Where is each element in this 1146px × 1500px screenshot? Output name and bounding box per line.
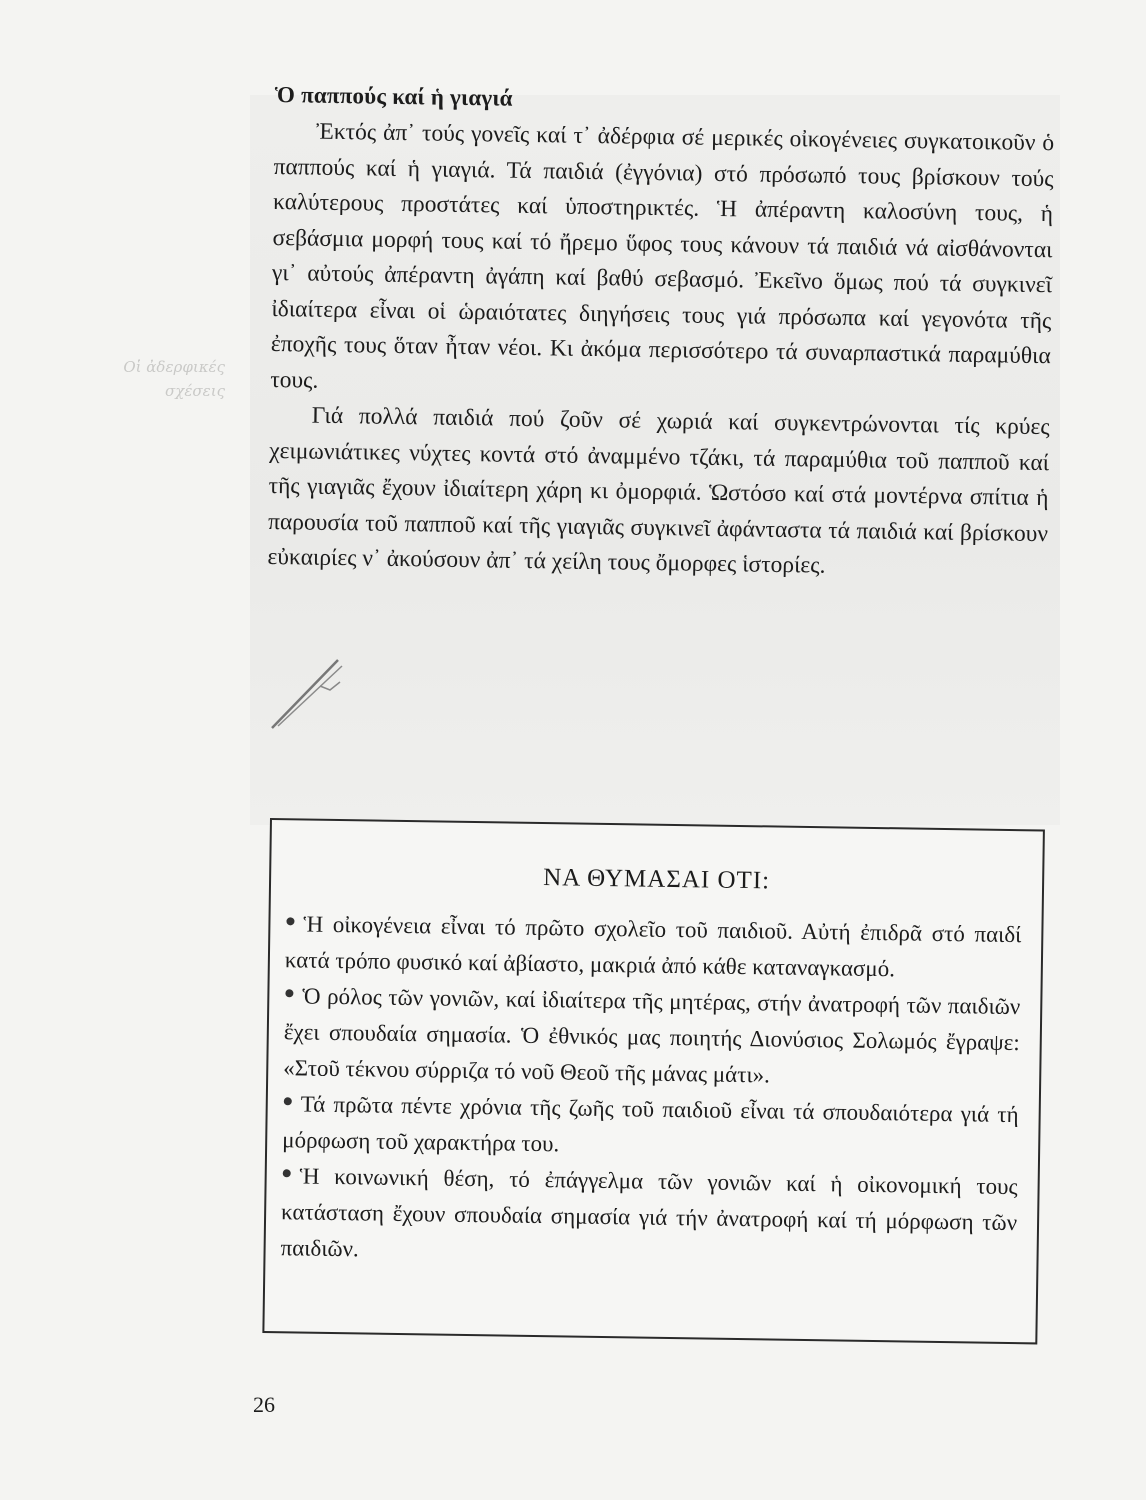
bullet-dot-icon xyxy=(285,989,293,997)
paragraph-1: Ἐκτός ἀπ᾿ τούς γονεῖς καί τ᾿ ἀδέρφια σέ μερικές οἰκογένειες συγκατοικοῦν ὁ παππούς καί ἡ γιαγιά. Τά παιδιά (ἐγγόνια) στό πρόσωπό τους βρίσκουν τούς καλύτερους προστάτες καί ὑποστηρικτές. Ἡ ἀπέραντη καλοσύνη τους, ἡ σεβάσμια μορφή τους καί τό ἤρεμο ὕφος τους κάνουν τά παιδιά νά αἰσθάνονται γι᾿ αὐτούς ἀπέραντη ἀγάπη καί βαθύ σεβασμό. Ἐκεῖνο ὅμως πού τά συγκινεῖ ἰδιαίτερα εἶναι οἱ ὡραιότατες διηγήσεις τους γιά πρόσωπα καί γεγονότα τῆς ἐποχῆς τους ὅταν ἦταν νέοι. Κι ἀκόμα περισσότερο τά συναρπαστικά παραμύθια τους. xyxy=(270,118,1055,394)
remember-box-title: ΝΑ ΘΥΜΑΣΑΙ ΟΤΙ: xyxy=(542,864,771,895)
bullet-dot-icon xyxy=(283,1169,291,1177)
remember-box xyxy=(262,818,1045,1344)
section-body xyxy=(267,82,1055,588)
list-item-text: Ἡ οἰκογένεια εἶναι τό πρῶτο σχολεῖο τοῦ παιδιοῦ. Αὐτή ἐπιδρᾶ στό παιδί κατά τρόπο φυσικό καί ἀβίαστο, μακριά ἀπό κάθε καταναγκασμό. xyxy=(284,911,1022,982)
pen-strike-mark xyxy=(268,652,358,732)
list-item xyxy=(283,978,1021,1097)
bullet-dot-icon xyxy=(286,917,294,925)
page-number: 26 xyxy=(253,1392,275,1417)
remember-list xyxy=(265,906,1041,1277)
list-item xyxy=(282,1086,1019,1169)
paragraph-2: Γιά πολλά παιδιά πού ζοῦν σέ χωριά καί συγκεντρώνονται τίς κρύες χειμωνιάτικες νύχτες κοντά στό ἀναμμένο τζάκι, τά παραμύθια τοῦ παπποῦ καί τῆς γιαγιᾶς ἔχουν ἰδιαίτερη χάρη κι ὀμορφιά. Ὡστόσο καί στά μοντέρνα σπίτια ἡ παρουσία τοῦ παπποῦ καί τῆς γιαγιᾶς συγκινεῖ ἀφάνταστα τά παιδιά καί βρίσκουν εὐκαιρίες ν᾿ ἀκούσουν ἀπ᾿ τά χείλη τους ὄμορφες ἱστορίες. xyxy=(267,402,1050,579)
list-item-text: Ἡ κοινωνική θέση, τό ἐπάγγελμα τῶν γονιῶν καί ἡ οἰκονομική τους κατάσταση ἔχουν σπουδαία σημασία γιά τήν ἀνατροφή καί τή μόρφωση τῶν παιδιῶν. xyxy=(280,1163,1018,1262)
list-item xyxy=(280,1158,1018,1277)
list-item-text: Τά πρῶτα πέντε χρόνια τῆς ζωῆς τοῦ παιδιοῦ εἶναι τά σπουδαιότερα γιά τή μόρφωση τοῦ χαρακτήρα του. xyxy=(282,1091,1019,1157)
margin-note: Οἱ ἀδερφικές σχέσεις xyxy=(123,358,225,400)
list-item-text: Ὁ ρόλος τῶν γονιῶν, καί ἰδιαίτερα τῆς μητέρας, στήν ἀνατροφή τῶν παιδιῶν ἔχει σπουδαία σημασία. Ὁ ἐθνικός μας ποιητής Διονύσιος Σολωμός ἔγραψε: «Στοῦ τέκνου σύρριζα τό νοῦ Θεοῦ τῆς μάνας μάτι». xyxy=(283,983,1021,1088)
bullet-dot-icon xyxy=(284,1097,292,1105)
section-heading: Ὁ παππούς καί ἡ γιαγιά xyxy=(274,82,513,111)
list-item xyxy=(285,906,1022,989)
